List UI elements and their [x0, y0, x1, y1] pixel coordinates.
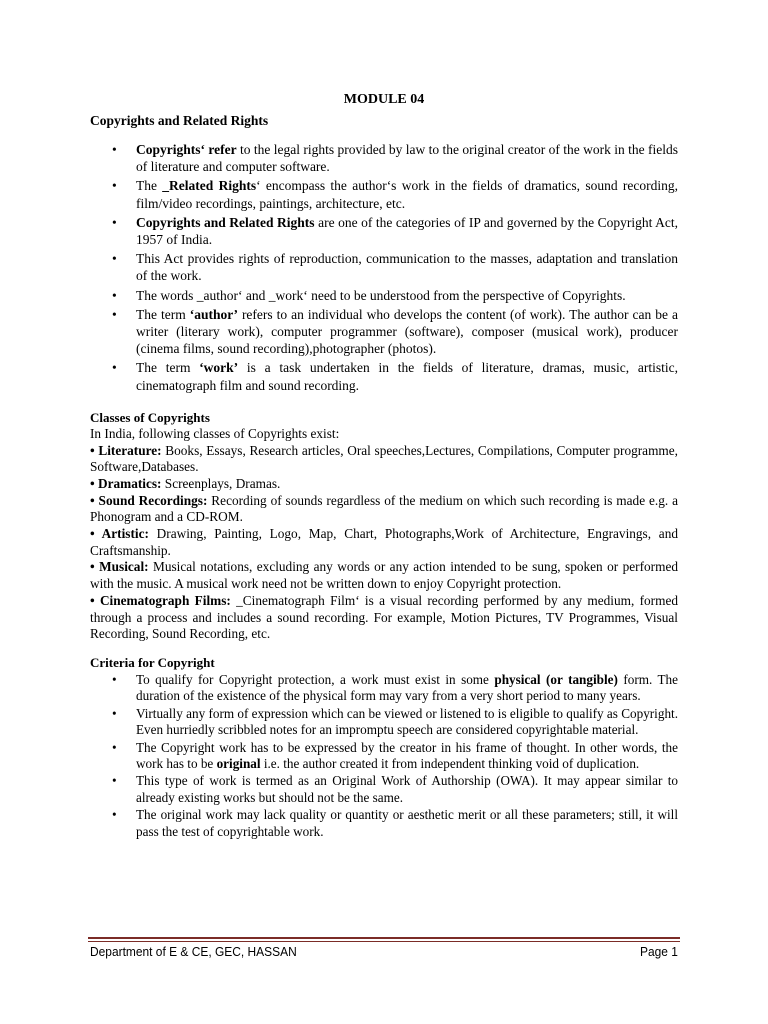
- module-title: MODULE 04: [343, 92, 425, 107]
- list-item: • The term ‘author’ refers to an individual who develops the content (of work). The author can be a writer (literary work), computer programmer (software), composer (musical work), producer (cinema films, sound recording),photographer (photos).: [90, 306, 678, 358]
- footer-page-number: Page 1: [639, 944, 678, 959]
- section-title-classes: Classes of Copyrights: [90, 409, 210, 425]
- list-item: • Virtually any form of expression which can be viewed or listened to is eligible to qualify as Copyright. Even hurriedly scribbled notes for an impromptu speech are considered copyrightable material.: [90, 706, 678, 739]
- list-item: • The original work may lack quality or quantity or aesthetic merit or all these parameters; still, it will pass the test of copyrightable work.: [90, 807, 678, 840]
- list-item: • This type of work is termed as an Original Work of Authorship (OWA). It may appear similar to already existing works but should not be the same.: [90, 773, 678, 806]
- footer-department: Department of E & CE, GEC, HASSAN: [90, 944, 297, 959]
- criteria-bullet-list: [90, 672, 678, 840]
- copyrights-bullet-list: [90, 141, 678, 394]
- section-title-copyrights: Copyrights and Related Rights: [90, 113, 269, 128]
- class-item-artistic: • Artistic: Drawing, Painting, Logo, Map, Chart, Photographs,Work of Architecture, Engravings, and Craftsmanship.: [90, 526, 678, 558]
- page-footer: [90, 944, 678, 959]
- footer-rule-thin: [88, 941, 680, 942]
- class-item-dramatics: • Dramatics: Screenplays, Dramas.: [90, 475, 281, 491]
- classes-intro: In India, following classes of Copyrights exist:: [90, 425, 340, 441]
- footer-rule-thick: [88, 937, 680, 939]
- list-item: • This Act provides rights of reproduction, communication to the masses, adaptation and translation of the work.: [90, 250, 678, 284]
- list-item: • The words _author‘ and _work‘ need to be understood from the perspective of Copyrights.: [90, 287, 678, 304]
- class-item-literature: • Literature: Books, Essays, Research articles, Oral speeches,Lectures, Compilations, Computer programme, Software,Databases.: [90, 442, 678, 475]
- class-item-cinematograph: • Cinematograph Films: _Cinematograph Film‘ is a visual recording performed by any medium, formed through a process and includes a sound recording. For example, Motion Pictures, TV Programmes, Visual Recording, Sound Recording, etc.: [90, 592, 678, 642]
- list-item: • The Copyright work has to be expressed by the creator in his frame of thought. In other words, the work has to be original i.e. the author created it from independent thinking void of duplication.: [90, 740, 678, 773]
- list-item: • The term ‘work’ is a task undertaken in the fields of literature, dramas, music, artistic, cinematograph film and sound recording.: [90, 359, 678, 393]
- class-item-musical: • Musical: Musical notations, excluding any words or any action intended to be sung, spoken or performed with the music. A musical work need not be written down to enjoy Copyright protection.: [90, 559, 678, 592]
- section-title-criteria: Criteria for Copyright: [90, 654, 215, 670]
- list-item: • Copyrights and Related Rights are one of the categories of IP and governed by the Copyright Act, 1957 of India.: [90, 214, 678, 248]
- list-item: • The _Related Rights‘ encompass the author‘s work in the fields of dramatics, sound recording, film/video recordings, paintings, architecture, etc.: [90, 177, 678, 211]
- list-item: • To qualify for Copyright protection, a work must exist in some physical (or tangible) form. The duration of the existence of the physical form may vary from a very short period to many years.: [90, 672, 678, 705]
- class-item-sound-recordings: • Sound Recordings: Recording of sounds regardless of the medium on which such recording is made e.g. a Phonogram and a CD-ROM.: [90, 492, 678, 525]
- list-item: • Copyrights‘ refer to the legal rights provided by law to the original creator of the work in the fields of literature and computer software.: [90, 141, 678, 175]
- document-page: [90, 92, 678, 841]
